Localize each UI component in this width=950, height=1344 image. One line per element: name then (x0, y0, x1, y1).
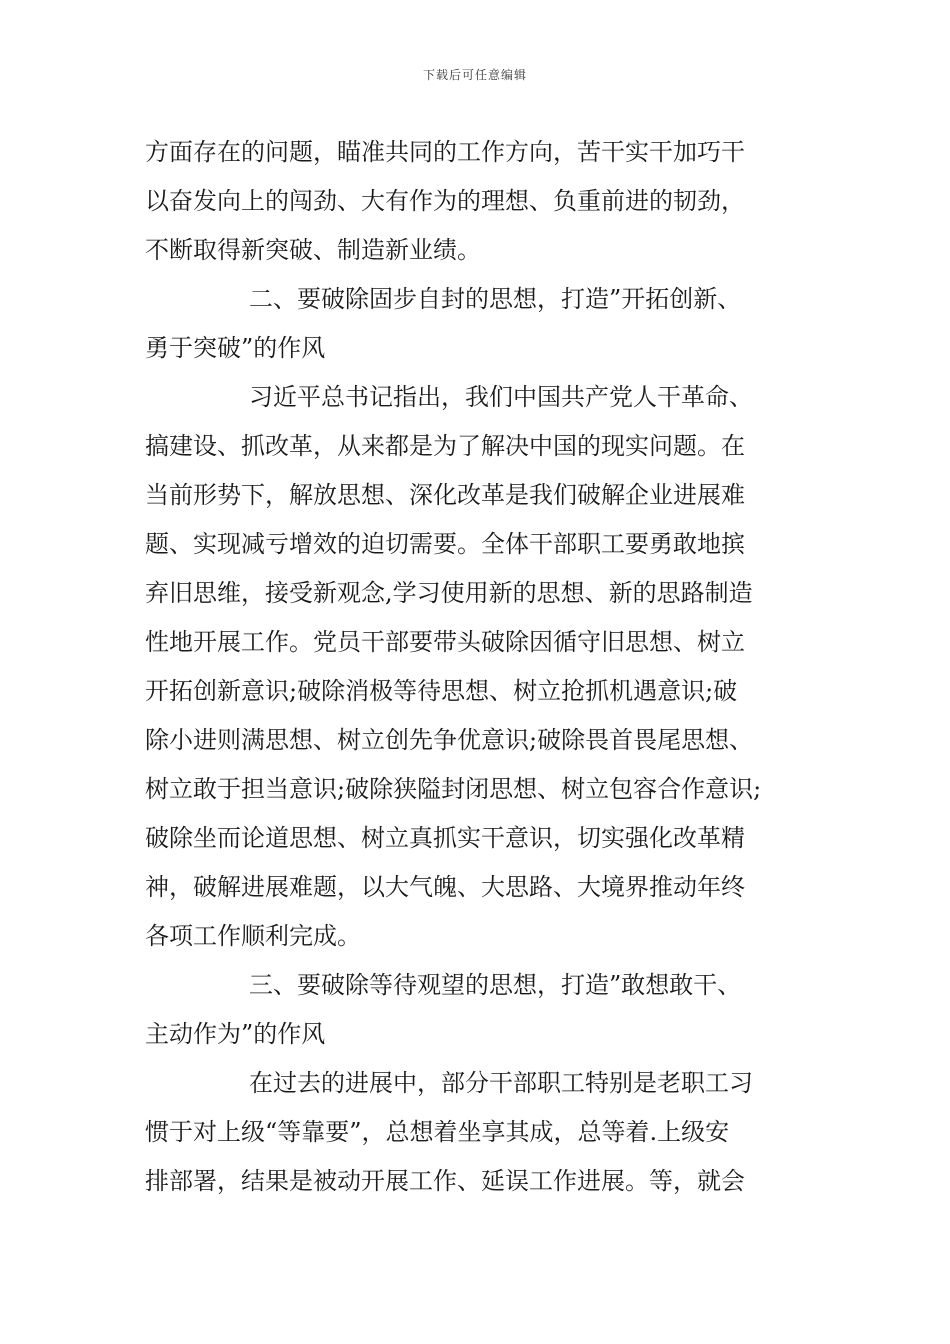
text-line: 破除坐而论道思想、树立真抓实干意识，切实强化改革精 (145, 824, 745, 852)
text-line: 以奋发向上的闯劲、大有作为的理想、负重前进的韧劲， (145, 187, 745, 215)
document-body (145, 128, 825, 1206)
text-line: 方面存在的问题，瞄准共同的工作方向，苦干实干加巧干 (145, 138, 745, 166)
text-line: 当前形势下，解放思想、深化改革是我们破解企业进展难 (145, 481, 745, 509)
text-line: 开拓创新意识;破除消极等待思想、树立抢抓机遇意识;破 (145, 677, 738, 705)
text-line: 题、实现减亏增效的迫切需要。全体干部职工要勇敢地摈 (145, 530, 745, 558)
text-line: 除小进则满思想、树立创先争优意识;破除畏首畏尾思想、 (145, 726, 754, 754)
section-heading-3-cont: 主动作为”的作风 (145, 1020, 326, 1048)
text-line: 排部署，结果是被动开展工作、延误工作进展。等，就会 (145, 1167, 745, 1195)
section-heading-2-cont: 勇于突破”的作风 (145, 334, 326, 362)
text-line: 树立敢于担当意识;破除狭隘封闭思想、树立包容合作意识; (145, 775, 762, 803)
section-heading-3: 三、要破除等待观望的思想，打造”敢想敢干、 (249, 971, 742, 999)
page-header: 下载后可任意编辑 (422, 68, 527, 82)
section-heading-2: 二、要破除固步自封的思想，打造”开拓创新、 (249, 285, 742, 313)
text-line: 习近平总书记指出，我们中国共产党人干革命、 (249, 383, 753, 411)
text-line: 搞建设、抓改革，从来都是为了解决中国的现实问题。在 (145, 432, 745, 460)
text-line: 各项工作顺利完成。 (145, 922, 361, 950)
text-line: 在过去的进展中，部分干部职工特别是老职工习 (249, 1069, 753, 1097)
text-line: 神，破解进展难题，以大气魄、大思路、大境界推动年终 (145, 873, 745, 901)
text-line: 弃旧思维，接受新观念,学习使用新的思想、新的思路制造 (145, 579, 753, 607)
text-line: 性地开展工作。党员干部要带头破除因循守旧思想、树立 (145, 628, 745, 656)
text-line: 不断取得新突破、制造新业绩。 (145, 236, 481, 264)
text-line: 惯于对上级“等靠要”，总想着坐享其成，总等着.上级安 (145, 1118, 730, 1146)
